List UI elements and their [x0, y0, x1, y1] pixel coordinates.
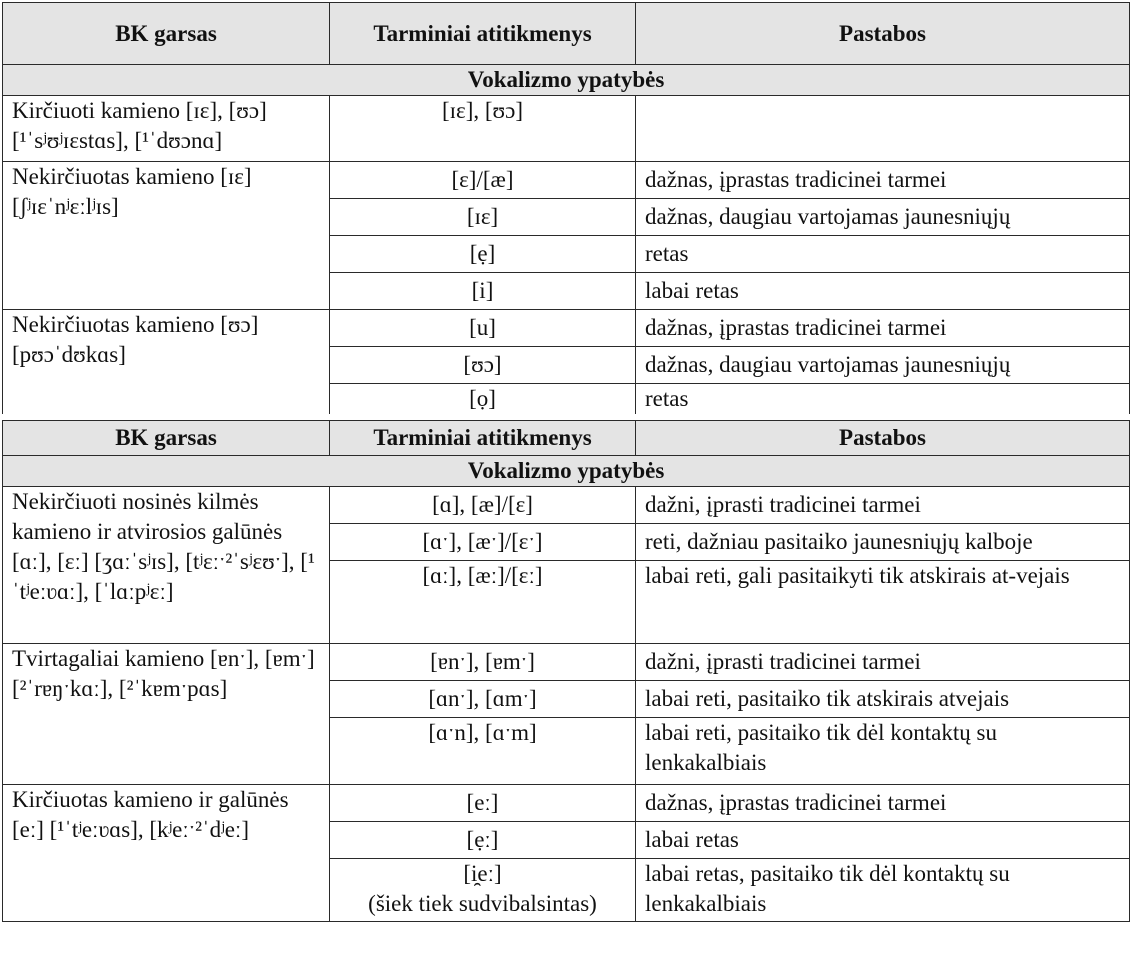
dialect-cell: [eː] — [330, 785, 636, 822]
dialect-value: [i̯eː] — [463, 861, 502, 886]
dialect-cell: [ɑˑ], [æˑ]/[ɛˑ] — [330, 524, 636, 561]
dialect-cell: [i] — [330, 273, 636, 310]
note-cell: dažni, įprasti tradicinei tarmei — [636, 644, 1130, 681]
dialect-table-2 — [2, 420, 1130, 922]
note-cell: dažni, įprasti tradicinei tarmei — [636, 487, 1130, 524]
note-cell: labai retas — [636, 822, 1130, 859]
note-cell: dažnas, įprastas tradicinei tarmei — [636, 310, 1130, 347]
dialect-cell: [ɪɛ] — [330, 199, 636, 236]
dialect-cell: [ʊɔ] — [330, 347, 636, 384]
dialect-cell: [ọ] — [330, 384, 636, 415]
header-bk-sound: BK garsas — [3, 3, 330, 65]
dialect-value-note: (šiek tiek sudvibalsintas) — [368, 891, 597, 916]
bk-sound-cell — [3, 162, 330, 310]
bk-sound-cell — [3, 96, 330, 162]
dialect-cell: [ɑnˑ], [ɑmˑ] — [330, 681, 636, 718]
section-title: Vokalizmo ypatybės — [3, 65, 1130, 96]
note-cell: dažnas, įprastas tradicinei tarmei — [636, 785, 1130, 822]
dialect-cell: [ɑˑn], [ɑˑm] — [330, 718, 636, 785]
section-title: Vokalizmo ypatybės — [3, 456, 1130, 487]
bk-sound-cell: Nekirčiuoti nosinės kilmės kamieno ir atvirosios galūnės [ɑː], [ɛː] [ʒɑːˈsʲɪs], [tʲɛːˑ²ˈsʲɛʊˑ], [¹ˈtʲeːʋɑː], [ˈlɑːpʲɛː] — [3, 487, 330, 644]
dialect-cell: [ɑː], [æː]/[ɛː] — [330, 561, 636, 644]
dialect-cell: [ẹ] — [330, 236, 636, 273]
header-bk-sound: BK garsas — [3, 421, 330, 456]
note-cell: dažnas, įprastas tradicinei tarmei — [636, 162, 1130, 199]
note-cell: reti, dažniau pasitaiko jaunesniųjų kalboje — [636, 524, 1130, 561]
bk-sound-line: [¹ˈsʲʊʲɪɛstɑs], [¹ˈdʊɔnɑ] — [12, 128, 223, 153]
bk-sound-cell — [3, 310, 330, 415]
note-cell: retas — [636, 384, 1130, 415]
bk-sound-line: Nekirčiuotas kamieno [ɪɛ] — [12, 164, 252, 189]
note-cell: labai reti, pasitaiko tik dėl kontaktų su lenkakalbiais — [636, 718, 1130, 785]
dialect-cell: [ẹː] — [330, 822, 636, 859]
header-dialect-equivalents: Tarminiai atitikmenys — [330, 3, 636, 65]
dialect-cell: [u] — [330, 310, 636, 347]
header-notes: Pastabos — [636, 421, 1130, 456]
dialect-cell: [ɛ]/[æ] — [330, 162, 636, 199]
note-cell — [636, 96, 1130, 162]
bk-sound-line: Nekirčiuotas kamieno [ʊɔ] — [12, 312, 259, 337]
bk-sound-line: [ʃʲɪɛˈnʲɛːlʲɪs] — [12, 194, 119, 219]
note-cell: labai reti, pasitaiko tik atskirais atvejais — [636, 681, 1130, 718]
bk-sound-cell: Kirčiuotas kamieno ir galūnės [eː] [¹ˈtʲeːʋɑs], [kʲeːˑ²ˈdʲeː] — [3, 785, 330, 922]
note-cell: retas — [636, 236, 1130, 273]
note-cell: dažnas, daugiau vartojamas jaunesniųjų — [636, 347, 1130, 384]
dialect-cell: [ɐnˑ], [ɐmˑ] — [330, 644, 636, 681]
dialect-cell: [ɪɛ], [ʊɔ] — [330, 96, 636, 162]
dialect-cell — [330, 859, 636, 922]
bk-sound-line: Kirčiuoti kamieno [ɪɛ], [ʊɔ] — [12, 98, 267, 123]
note-cell: dažnas, daugiau vartojamas jaunesniųjų — [636, 199, 1130, 236]
header-dialect-equivalents: Tarminiai atitikmenys — [330, 421, 636, 456]
dialect-table-1 — [2, 2, 1130, 414]
dialect-cell: [ɑ], [æ]/[ɛ] — [330, 487, 636, 524]
note-cell: labai retas — [636, 273, 1130, 310]
bk-sound-line: [pʊɔˈdʊkɑs] — [12, 342, 126, 367]
note-cell: labai reti, gali pasitaikyti tik atskirais at-vejais — [636, 561, 1130, 644]
bk-sound-cell: Tvirtagaliai kamieno [ɐnˑ], [ɐmˑ] [²ˈrɐŋˑkɑː], [²ˈkɐmˑpɑs] — [3, 644, 330, 785]
header-notes: Pastabos — [636, 3, 1130, 65]
note-cell: labai retas, pasitaiko tik dėl kontaktų su lenkakalbiais — [636, 859, 1130, 922]
